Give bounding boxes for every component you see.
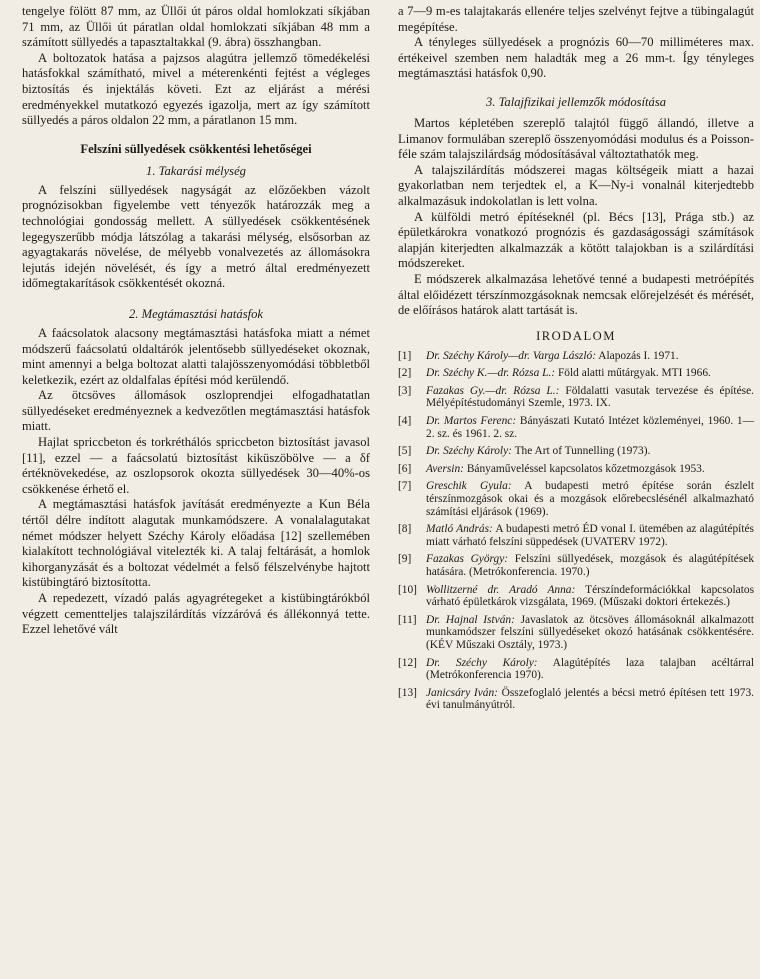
reference-text: Javaslatok az ötcsöves állomásoknál alkalmazott munkamódszer felszíni süllyedéseket okozó hatásának csökkentésére. (KÉV Műszaki Osztály, 1973.) [426,613,754,651]
references-title: IRODALOM [536,328,616,343]
reference-number: [4] [398,415,412,428]
subsection-title: 3. Talajfizikai jellemzők módosítása [485,94,667,109]
reference-text: The Art of Tunnelling (1973). [511,445,651,458]
reference-text: Felszíni süllyedések, mozgások és alagútépítések hatására. (Metrókonferencia. 1970.) [426,553,755,578]
subsection-title: 2. Megtámasztási hatásfok [129,306,263,321]
reference-author: Greschik Gyula: [426,480,512,493]
reference-author: Wollitzerné dr. Aradó Anna: [426,583,576,596]
reference-item [398,584,754,609]
references-list [398,350,754,712]
reference-number: [6] [398,462,412,475]
reference-item [398,553,754,578]
reference-item [398,523,754,548]
reference-author: Dr. Széchy K.—dr. Rózsa L.: [426,367,556,380]
reference-item [398,687,754,712]
paragraph: Az ötcsöves állomások oszloprendjei elfogadhatatlan süllyedéseket eredményeznek a kedvezőtlen megtámasztási hatásfok miatt. [22,388,370,434]
subsection-title: 1. Takarási mélység [146,163,246,178]
reference-author: Fazakas György: [426,553,509,566]
reference-author: Janicsáry Iván: [426,686,498,699]
reference-item [398,385,754,410]
reference-text: Bányaműveléssel kapcsolatos kőzetmozgások 1953. [463,462,705,475]
reference-author: Matló András: [426,523,493,536]
reference-number: [8] [398,523,412,536]
paragraph: A tényleges süllyedések a prognózis 60—70 milliméteres max. értékeivel szemben nem haladták meg a 26 mm-t. Így tényleges megtámasztási hatásfok 0,90. [398,35,754,81]
reference-number: [7] [398,480,412,493]
paragraph: A repedezett, vízadó palás agyagrétegeket a kistübingtárókból végzett cementteljes talajszilárdítás vízzáróvá és állékonnyá tette. Ezzel lehetővé vált [22,591,370,637]
reference-text: A budapesti metró építése során észlelt térszínmozgások okai és a mozgások előrebecslésénél alkalmazható számítási eljárások (1969). [426,480,754,518]
paragraph: a 7—9 m-es talajtakarás ellenére teljes szelvényt fejtve a tübingalagút megépítése. [398,4,754,34]
reference-author: Dr. Széchy Károly: [426,445,512,458]
paragraph: E módszerek alkalmazása lehetővé tenné a budapesti metróépítés által előidézett térszínmozgásoknak nemcsak előrejelzését és mérését, de előírásos határok alatt tartását is. [398,271,754,318]
paragraph: tengelye fölött 87 mm, az Üllői út páros oldal homlokzati síkjában 71 mm, az Üllői út páratlan oldal homlokzati síkjában 48 mm a számított süllyedés a tapasztaltakkal (9. ábra) összhangban. [22,4,370,50]
paragraph: A boltozatok hatása a pajzsos alagútra jellemző tömedékelési hatásfokkal számítható, mivel a méterenkénti fejtést a végleges biztosítás és injektálás követi. Ezt az eljárást a mérési eredményekkel mutatkozó egyezés igazolja, mert az így számított süllyedés a páros oldalon 22 mm, a páratlanon 15 mm. [22,50,370,128]
section-title: Felszíni süllyedések csökkentési lehetőségei [80,141,312,156]
reference-author: Dr. Széchy Károly: [426,656,538,669]
reference-author: Dr. Széchy Károly—dr. Varga László: [426,349,597,362]
reference-number: [5] [398,445,412,458]
paragraph: A felszíni süllyedések nagyságát az előzőekben vázolt prognózisokban figyelembe vett tényezők határozzák meg a technológiai gondosság mellett. A süllyedések csökkentésének legegyszerűbb módja látszólag a takarási mélység, elsősorban az agyagtakarás növelése, de mélyebb vonalvezetés az állomásokra lejutás idején növelését, és így a metró által eredményezett időmegtakarítások csökkentését okozná. [22,182,370,291]
reference-item [398,463,754,476]
reference-text: A budapesti metró ÉD vonal I. ütemében az alagútépítés miatt várható felszíni süppedések (UVATERV 1972). [426,523,754,548]
reference-text: Bányászati Kutató Intézet közleményei, 1960. 1—2. sz. és 1961. 2. sz. [426,415,754,440]
reference-number: [1] [398,349,412,362]
reference-text: Föld alatti műtárgyak. MTI 1966. [555,367,711,380]
reference-author: Dr. Martos Ferenc: [426,415,517,428]
reference-number: [11] [398,613,417,626]
reference-number: [2] [398,367,412,380]
reference-text: Alagútépítés laza talajban acéltárral (Metrókonferencia 1970). [426,656,754,682]
reference-number: [3] [398,384,412,397]
paragraph: Hajlat spriccbeton és torkréthálós spriccbeton biztosítást javasol [11], ezzel — a faácsolatú biztosítást kiküszöbölve — a δf értéknövekedése, az oszlopsorok okozta süllyedések 30—40%-os csökkenése érhető el. [22,435,370,496]
reference-text: Alapozás I. 1971. [596,349,679,362]
reference-number: [10] [398,583,417,596]
paragraph: A megtámasztási hatásfok javítását eredményezte a Kun Béla tértől délre indított alagutak munkamódszere. A vonalalagutakat német módszer helyett Széchy Károly előadása [12] szellemében kialakított technológiával vitelezték ki. A talaj feltárását, a homlok kihorganyzását és a boltozat védelmét a felső félszelvénybe hajtott kistübingtáró biztosította. [22,497,370,590]
reference-item [398,614,754,652]
reference-text: Térszíndeformációkkal kapcsolatos várható épületkárok vizsgálata, 1969. (Műszaki doktori értekezés.) [426,583,754,609]
right-column [398,4,754,717]
reference-author: Aversin: [426,462,464,475]
reference-item [398,445,754,458]
reference-text: Összefoglaló jelentés a bécsi metró építésen tett 1973. évi tanulmányútról. [426,686,754,712]
paragraph: Martos képletében szereplő talajtól függő állandó, illetve a Limanov formulában szereplő összenyomódási modulus és a Poisson-féle szám talajszilárdság módosításával változtathatók meg. [398,115,754,162]
reference-item [398,657,754,682]
reference-author: Dr. Hajnal István: [426,613,515,626]
reference-item [398,415,754,440]
reference-author: Fazakas Gy.—dr. Rózsa L.: [426,384,560,397]
paragraph: A külföldi metró építéseknél (pl. Bécs [13], Prága stb.) az épületkárokra vonatkozó prognózis és gazdaságossági számítások alapján kiterjedten alkalmazzák a kötött talajokban is a szilárdítási módszereket. [398,209,754,271]
paragraph: A talajszilárdítás módszerei magas költségeik miatt a hazai gyakorlatban nem terjedtek el, a K—Ny-i vonalnál kiterjedtebb alkalmazásuk indokolatlan is lett volna. [398,162,754,208]
reference-number: [9] [398,553,412,566]
reference-item [398,350,754,363]
reference-number: [12] [398,656,417,669]
reference-number: [13] [398,686,417,699]
paragraph: A faácsolatok alacsony megtámasztási hatásfoka miatt a német módszerű faácsolatú oldaltárók jelentősebb süllyedéseket okoznak, mint amennyi a belga boltozat alatti talajösszenyomódási többletből keletkezik, ezért az oldalfalas építési mód kerülendő. [22,325,370,387]
left-column [22,4,370,638]
reference-item [398,367,754,380]
reference-text: Földalatti vasutak tervezése és építése. Mélyépítéstudományi Szemle, 1973. IX. [426,384,754,410]
reference-item [398,480,754,518]
